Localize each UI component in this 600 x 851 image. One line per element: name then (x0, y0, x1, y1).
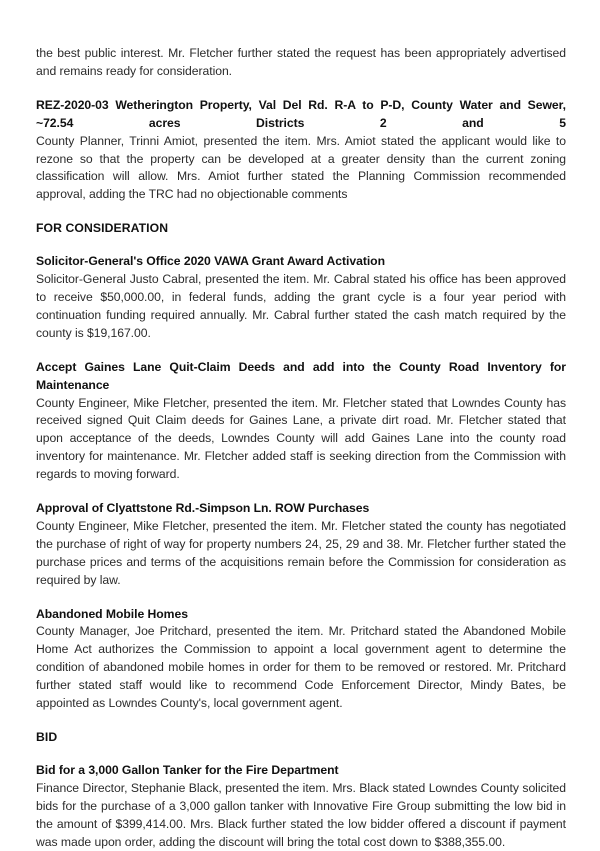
abandoned-mobile-homes-heading: Abandoned Mobile Homes (36, 606, 188, 621)
document-body (36, 45, 566, 851)
rez-2020-03-heading: REZ-2020-03 Wetherington Property, Val Del Rd. R-A to P-D, County Water and Sewer, ~72.54 acres Districts 2 and 5 (36, 97, 566, 130)
rez-2020-03-body: County Planner, Trinni Amiot, presented the item. Mrs. Amiot stated the applicant would like to rezone so that the property can be developed at a greater density than the current zoning classification will allow. Mrs. Amiot further stated the Planning Commission recommended approval, adding the TRC had no objectionable comments (36, 133, 566, 202)
spacer (36, 713, 566, 729)
for-consideration-label: FOR CONSIDERATION (36, 221, 169, 236)
bid-label: BID (36, 730, 58, 744)
tanker-bid-heading: Bid for a 3,000 Gallon Tanker for the Fire Department (36, 762, 339, 777)
spacer (36, 238, 566, 253)
tanker-bid-body: Finance Director, Stephanie Black, presented the item. Mrs. Black stated Lowndes County solicited bids for the purchase of a 3,000 gallon tanker with Innovative Fire Group submitting the low bid in the amount of $399,414.00. Mrs. Black further stated the low bidder offered a discount if payment was made upon order, adding the discount will bring the total cost down to $388,355.00. (36, 780, 566, 849)
continued-paragraph: the best public interest. Mr. Fletcher further stated the request has been appropriately advertised and remains ready for consideration. (36, 46, 566, 78)
spacer (36, 484, 566, 500)
spacer (36, 590, 566, 606)
spacer (36, 204, 566, 220)
vawa-grant-body: Solicitor-General Justo Cabral, presented the item. Mr. Cabral stated his office has been approved to receive $50,000.00, in federal funds, adding the grant cycle is a four year period with continuation funding required annually. Mr. Cabral further stated the cash match required by the county is $19,167.00. (36, 272, 566, 340)
abandoned-mobile-homes-body: County Manager, Joe Pritchard, presented the item. Mr. Pritchard stated the Abandoned Mobile Home Act authorizes the Commission to appoint a local government agent to determine the condition of abandoned mobile homes in order for them to be removed or restored. Mr. Pritchard further stated staff would like to recommend Code Enforcement Director, Mindy Bates, be appointed as Lowndes County's, local government agent. (36, 624, 566, 711)
gaines-lane-heading: Accept Gaines Lane Quit-Claim Deeds and add into the County Road Inventory for Maintenance (36, 359, 566, 392)
gaines-lane-body: County Engineer, Mike Fletcher, presented the item. Mr. Fletcher stated that Lowndes County has received signed Quit Claim deeds for Gaines Lane, a private dirt road. Mr. Fletcher stated that upon acceptance of the deeds, Lowndes County will add Gaines Lane into the county road inventory for maintenance. Mr. Fletcher added staff is seeking direction from the Commission with regards to moving forward. (36, 395, 566, 482)
spacer (36, 343, 566, 359)
spacer (36, 81, 566, 97)
clyattstone-row-heading: Approval of Clyattstone Rd.-Simpson Ln. ROW Purchases (36, 501, 370, 516)
vawa-grant-heading: Solicitor-General's Office 2020 VAWA Grant Award Activation (36, 254, 385, 269)
spacer (36, 747, 566, 762)
clyattstone-row-body: County Engineer, Mike Fletcher, presented the item. Mr. Fletcher stated the county has negotiated the purchase of right of way for property numbers 24, 25, 29 and 38. Mr. Fletcher further stated the purchase prices and terms of the acquisitions remain before the Commission for consideration as required by law. (36, 518, 566, 587)
